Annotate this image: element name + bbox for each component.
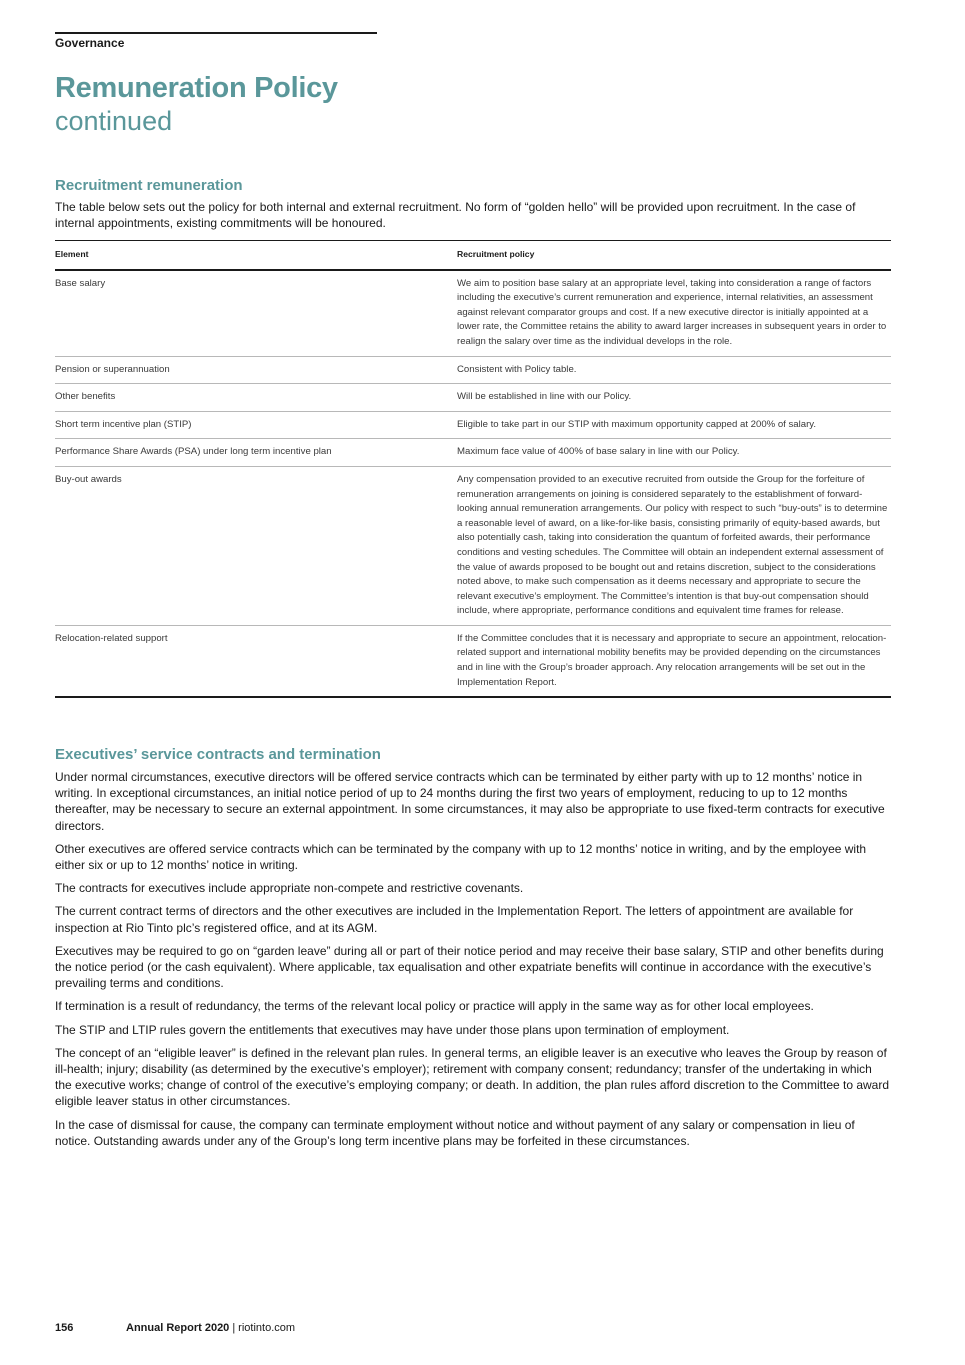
paragraph: In the case of dismissal for cause, the company can terminate employment without notice and without payment of any salary or compensation in lieu of notice. Outstanding awards under any of the Group’s long term incentive plans may be forfeited in these circumstances. <box>55 1117 855 1148</box>
page-number: 156 <box>55 1322 74 1334</box>
policy-cell: If the Committee concludes that it is necessary and appropriate to secure an appointment, relocation-related support and international mobility benefits may be provided depending on the circumstances and in line with the Group’s broader approach. Any relocation arrangements will be set out in the Implementation Report. <box>457 625 891 697</box>
policy-cell: Will be established in line with our Policy. <box>457 384 891 412</box>
page-title: Remuneration Policy <box>55 72 338 104</box>
policy-cell: Maximum face value of 400% of base salary in line with our Policy. <box>457 439 891 467</box>
element-cell: Base salary <box>55 270 457 356</box>
policy-cell: Eligible to take part in our STIP with maximum opportunity capped at 200% of salary. <box>457 411 891 439</box>
report-name: Annual Report 2020 <box>126 1322 230 1334</box>
table-row <box>55 625 891 697</box>
paragraph: Executives may be required to go on “garden leave” during all or part of their notice period and may receive their base salary, STIP and other benefits during the notice period (or the cash equivalent). Where applicable, tax equalisation and other expatriate benefits will continue in accordance with the executive’s prevailing terms and conditions. <box>55 943 884 991</box>
element-cell: Short term incentive plan (STIP) <box>55 411 457 439</box>
element-cell: Relocation-related support <box>55 625 457 697</box>
executives-heading: Executives’ service contracts and termination <box>55 746 381 763</box>
section-label: Governance <box>55 36 125 50</box>
policy-cell: Consistent with Policy table. <box>457 356 891 384</box>
table-row <box>55 270 891 356</box>
table-row <box>55 411 891 439</box>
table-row <box>55 356 891 384</box>
table-row <box>55 439 891 467</box>
column-header-element: Element <box>55 241 457 270</box>
table-header-row <box>55 241 891 270</box>
column-header-policy: Recruitment policy <box>457 241 891 270</box>
paragraph: If termination is a result of redundancy, the terms of the relevant local policy or practice will apply in the same way as for other local employees. <box>55 999 814 1014</box>
policy-cell: We aim to position base salary at an appropriate level, taking into consideration a range of factors including the executive’s current remuneration and experience, internal relativities, an assessment against relevant comparator groups and cost. If a new executive director is initially appointed at a lower rate, the Committee retains the ability to award larger increases in subsequent years in order to realign the salary over time as the individual develops in the role. <box>457 270 891 356</box>
table-row <box>55 466 891 625</box>
executives-body <box>55 769 891 1156</box>
recruitment-heading: Recruitment remuneration <box>55 177 243 194</box>
recruitment-policy-table <box>55 240 891 698</box>
header-rule <box>55 32 377 34</box>
paragraph: The contracts for executives include appropriate non-compete and restrictive covenants. <box>55 881 524 896</box>
recruitment-intro: The table below sets out the policy for both internal and external recruitment. No form of “golden hello” will be provided upon recruitment. In the case of internal appointments, existing commitments will be honoured. <box>55 200 856 230</box>
element-cell: Buy-out awards <box>55 466 457 625</box>
website-link[interactable]: riotinto.com <box>238 1322 296 1334</box>
element-cell: Other benefits <box>55 384 457 412</box>
paragraph: The concept of an “eligible leaver” is defined in the relevant plan rules. In general terms, an eligible leaver is an executive who leaves the Group by reason of ill-health; injury; disability (as determined by the executive’s employer); retirement with company consent; redundancy; transfer of the undertaking in which the executive works; change of control of the executive’s employing company; or death. In addition, the plan rules afford discretion to the Committee to award eligible leaver status in other circumstances. <box>55 1045 890 1109</box>
policy-cell: Any compensation provided to an executive recruited from outside the Group for the forfeiture of remuneration arrangements on joining is considered separately to the establishment of forward-looking annual remuneration arrangements. Our policy with respect to such “buy-outs” is to determine a reasonable level of award, on a like-for-like basis, consisting primarily of equity-based awards, but also potentially cash, taking into consideration the quantum of forfeited awards, their performance conditions and vesting schedules. The Committee will obtain an independent external assessment of the value of awards proposed to be bought out and retains discretion, subject to the considerations noted above, to make such compensation as it deems necessary and appropriate to secure the relevant executive’s employment. The Committee’s intention is that buy-out compensation should include, where appropriate, performance conditions and equivalent time frames for release. <box>457 466 891 625</box>
page-subtitle: continued <box>55 106 173 136</box>
paragraph: The STIP and LTIP rules govern the entitlements that executives may have under those plans upon termination of employment. <box>55 1022 730 1037</box>
element-cell: Performance Share Awards (PSA) under long term incentive plan <box>55 439 457 467</box>
table-row <box>55 384 891 412</box>
paragraph: The current contract terms of directors and the other executives are included in the Implementation Report. The letters of appointment are available for inspection at Rio Tinto plc’s registered office, and at its AGM. <box>55 904 854 935</box>
paragraph: Under normal circumstances, executive directors will be offered service contracts which can be terminated by either party with up to 12 months’ notice in writing. In exceptional circumstances, an initial notice period of up to 24 months during the first two years of employment, reducing to up to 12 months thereafter, may be necessary to secure an external appointment. In some circumstances, it may also be appropriate to use fixed-term contracts for executive directors. <box>55 770 885 833</box>
paragraph: Other executives are offered service contracts which can be terminated by the company with up to 12 months’ notice in writing, and by the employee with either six or up to 12 months’ notice in writing. <box>55 841 867 873</box>
element-cell: Pension or superannuation <box>55 356 457 384</box>
page-footer <box>55 1322 295 1334</box>
footer-separator: | <box>232 1322 236 1334</box>
